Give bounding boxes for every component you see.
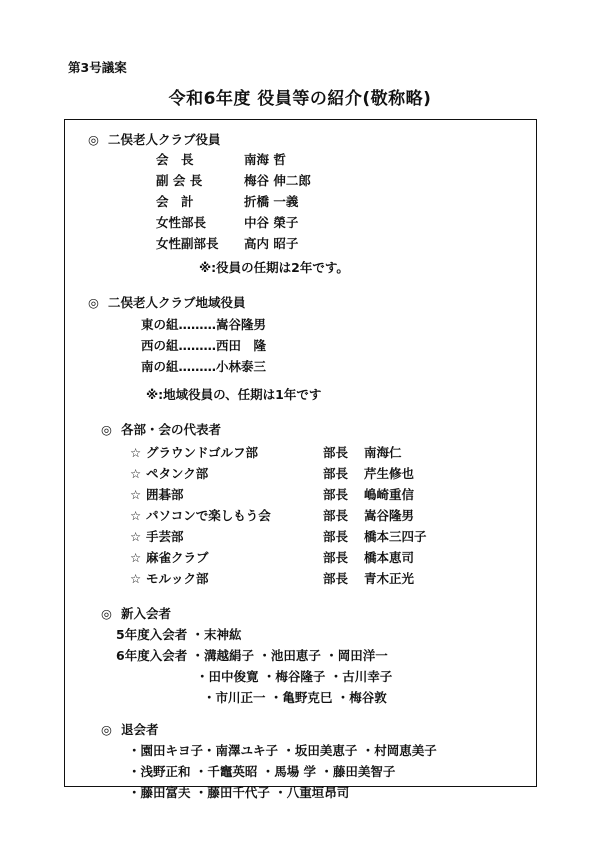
officer-row-name: 高内 昭子 [244,236,299,251]
officer-row-name: 折橋 一義 [244,194,299,209]
club-head-name: 嶋崎重信 [364,487,415,502]
club-row [130,506,271,524]
agenda-number: 第3号議案 [68,60,127,75]
double-circle-icon: ◎ [101,606,112,621]
club-row [130,485,184,503]
club-name: 麻雀クラブ [146,550,209,565]
club-row [130,527,184,545]
officer-row-role: 副 会 長 [156,173,203,188]
officer-row-name: 南海 哲 [244,152,286,167]
section-officers-heading [88,130,221,148]
star-icon: ☆ [130,466,142,481]
section-heading-text: 新入会者 [121,606,172,621]
club-name: 囲碁部 [146,487,184,502]
officer-row-role: 女性部長 [156,215,207,230]
star-icon: ☆ [130,487,142,502]
club-name: パソコンで楽しもう会 [146,508,271,523]
officer-row-role: 会 計 [156,194,194,209]
departed-member-row: ・浅野正和 ・千竈英昭 ・馬場 学 ・藤田美智子 [128,764,396,779]
club-title: 部長 [323,487,349,502]
club-title: 部長 [323,529,349,544]
double-circle-icon: ◎ [88,132,99,147]
double-circle-icon: ◎ [88,295,99,310]
double-circle-icon: ◎ [101,722,112,737]
new-member-row: 5年度入会者 ・末神紘 [116,627,242,642]
club-row [130,548,209,566]
section-heading-text: 退会者 [121,722,159,737]
star-icon: ☆ [130,508,142,523]
club-row [130,464,208,482]
officer-term-note: ※:役員の任期は2年です。 [199,260,349,275]
section-heading-text: 各部・会の代表者 [121,422,222,437]
club-head-name: 橋本恵司 [364,550,415,565]
section-heading-text: 二俣老人クラブ地域役員 [108,295,246,310]
club-title: 部長 [323,445,349,460]
regional-row: 南の組………小林泰三 [141,359,267,374]
new-member-row: 6年度入会者 ・溝越絹子 ・池田恵子 ・岡田洋一 [116,648,388,663]
officer-row-role: 会 長 [156,152,194,167]
club-title: 部長 [323,571,349,586]
officer-row-name: 中谷 榮子 [244,215,299,230]
section-departed-heading [101,720,159,738]
regional-row: 東の組………嵩谷隆男 [141,317,267,332]
star-icon: ☆ [130,550,142,565]
regional-row: 西の組………西田 隆 [141,338,267,353]
departed-member-row: ・藤田富夫 ・藤田千代子 ・八重垣昂司 [128,785,350,800]
club-head-name: 芹生修也 [364,466,415,481]
club-title: 部長 [323,508,349,523]
regional-term-note: ※:地域役員の、任期は1年です [146,387,322,402]
officer-row-role: 女性副部長 [156,236,219,251]
club-head-name: 橋本三四子 [364,529,427,544]
club-head-name: 南海仁 [364,445,402,460]
page-title: 令和6年度 役員等の紹介(敬称略) [168,89,432,109]
club-name: グラウンドゴルフ部 [146,445,259,460]
club-head-name: 青木正光 [364,571,415,586]
star-icon: ☆ [130,445,142,460]
departed-member-row: ・園田キヨ子・南澤ユキ子 ・坂田美恵子 ・村岡恵美子 [128,743,437,758]
club-row [130,569,209,587]
new-member-row: ・田中俊寛 ・梅谷隆子 ・古川幸子 [196,669,393,684]
new-member-row: ・市川正一 ・亀野克巳 ・梅谷敦 [203,690,387,705]
club-row [130,443,258,461]
club-head-name: 嵩谷隆男 [364,508,415,523]
club-title: 部長 [323,466,349,481]
section-new-members-heading [101,604,171,622]
officer-row-name: 梅谷 伸二郎 [244,173,311,188]
section-regional-heading [88,293,246,311]
club-name: 手芸部 [146,529,184,544]
star-icon: ☆ [130,571,142,586]
club-name: ペタンク部 [146,466,209,481]
section-heading-text: 二俣老人クラブ役員 [108,132,221,147]
star-icon: ☆ [130,529,142,544]
club-title: 部長 [323,550,349,565]
club-name: モルック部 [146,571,209,586]
double-circle-icon: ◎ [101,422,112,437]
section-club-heads-heading [101,420,221,438]
